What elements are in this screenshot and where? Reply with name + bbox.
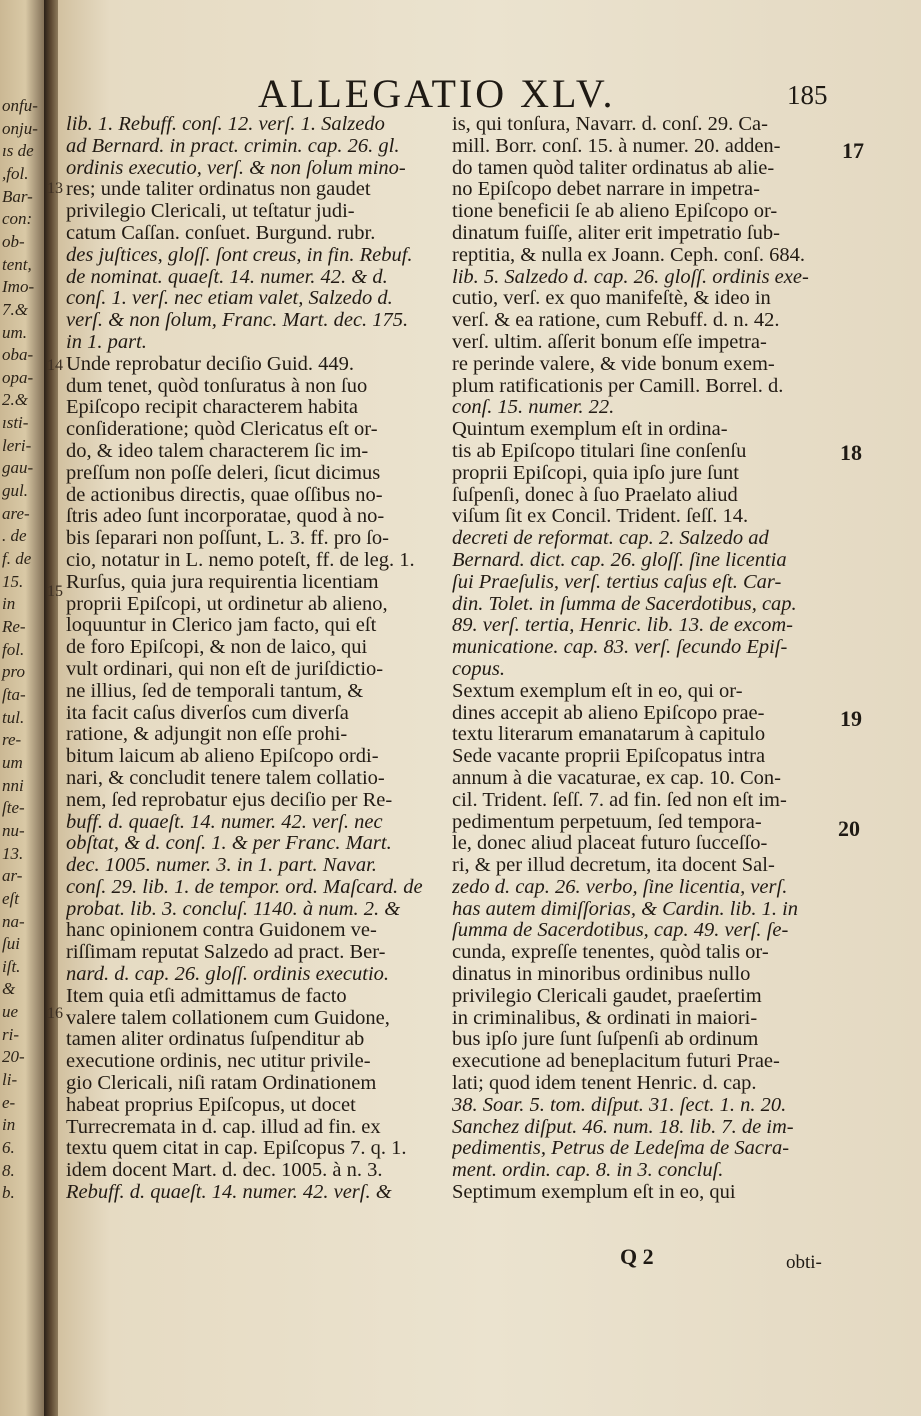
page-number: 185	[787, 80, 828, 110]
text-line: conſ. 15. numer. 22.	[452, 397, 615, 419]
text-line: lati; quod idem tenent Henric. d. cap.	[452, 1073, 757, 1095]
left-page-fragment: li-	[2, 1070, 18, 1090]
text-line: zedo d. cap. 26. verbo, ſine licentia, verſ.	[452, 876, 788, 898]
left-page-fragment: um	[2, 752, 23, 772]
text-line: de actionibus directis, quae oſſibus no-	[66, 484, 383, 506]
text-line: privilegio Clericali gaudet, praeſertim	[452, 985, 762, 1007]
catchword: obti-	[786, 1252, 822, 1273]
text-line: pedimentis, Petrus de Ledeſma de Sacra-	[452, 1138, 790, 1160]
left-page-fragment: fol.	[2, 639, 25, 659]
left-page-fragment: leri-	[2, 435, 32, 455]
text-line: cio, notatur in L. nemo poteſt, ff. de leg. 1.	[66, 549, 415, 571]
text-line: textu quem citat in cap. Epiſcopus 7. q. 1.	[66, 1138, 407, 1160]
text-line: gio Clericali, niſi ratam Ordinationem	[66, 1073, 377, 1095]
inner-margin-number: 14	[47, 357, 63, 374]
text-line: conſ. 29. lib. 1. de tempor. ord. Maſcard. de	[66, 876, 423, 898]
text-line: ita facit caſus diverſos cum diverſa	[66, 702, 349, 724]
left-page-fragment: are-	[2, 503, 30, 523]
left-page-fragment: re-	[2, 730, 22, 750]
text-line: decreti de reformat. cap. 2. Salzedo ad	[452, 528, 769, 550]
left-page-fragment: ſta-	[2, 684, 26, 704]
text-line: textu literarum emanatarum à capitulo	[452, 724, 766, 746]
text-line: proprii Epiſcopi, quia ipſo jure ſunt	[452, 462, 739, 484]
text-line: tis ab Epiſcopo titulari ſine conſenſu	[452, 440, 747, 462]
text-line: re perinde valere, & vide bonum exem-	[452, 353, 775, 375]
margin-number-17: 17	[842, 138, 864, 163]
text-line: ſumma de Sacerdotibus, cap. 49. verſ. ſe-	[452, 920, 789, 942]
text-line: no Epiſcopo debet narrare in impetra-	[452, 179, 760, 201]
left-page-fragment: 8.	[2, 1160, 15, 1180]
left-page-fragment: con:	[2, 209, 33, 229]
text-line: Sextum exemplum eſt in eo, qui or-	[452, 680, 743, 702]
inner-margin-number: 13	[47, 180, 63, 197]
text-line: ne illius, ſed de temporali tantum, &	[66, 680, 364, 702]
text-line: Bernard. dict. cap. 26. gloſſ. ſine licentia	[452, 549, 787, 571]
margin-number-20: 20	[838, 816, 860, 841]
text-line: ſtris adeo ſunt incorporatae, quod à no-	[66, 506, 385, 528]
left-page-fragment: 15.	[2, 571, 24, 591]
left-page-fragment: eſt	[2, 888, 19, 908]
left-page-fragment: na-	[2, 911, 25, 931]
text-line: proprii Epiſcopi, ut ordinetur ab alieno,	[66, 593, 388, 615]
text-line: pedimentum perpetuum, ſed tempora-	[452, 811, 762, 833]
text-line: des juſtices, gloſſ. ſont creus, in fin. Rebuf.	[66, 244, 413, 266]
text-line: Item quia etſi admittamus de facto	[66, 985, 347, 1007]
text-line: cunda, expreſſe tenentes, quòd talis or-	[452, 942, 769, 964]
text-line: loquuntur in Clerico jam facto, qui eſt	[66, 615, 377, 637]
text-line: de foro Epiſcopi, & non de laico, qui	[66, 637, 368, 659]
text-line: Quintum exemplum eſt in ordina-	[452, 419, 728, 441]
text-line: Epiſcopo recipit characterem habita	[66, 397, 358, 419]
left-page-fragment: b.	[2, 1183, 15, 1203]
text-line: Sede vacante proprii Epiſcopatus intra	[452, 746, 766, 768]
text-line: Rebuff. d. quaeſt. 14. numer. 42. verſ. &	[66, 1182, 392, 1204]
left-page-fragment: nu-	[2, 820, 25, 840]
running-header: ALLEGATIO XLV.	[258, 71, 616, 116]
text-line: viſum ſit ex Concil. Trident. ſeſſ. 14.	[452, 506, 749, 528]
text-line: 38. Soar. 5. tom. diſput. 31. ſect. 1. n. 20.	[452, 1094, 787, 1116]
text-line: preſſum non poſſe deleri, ſicut dicimus	[66, 462, 381, 484]
text-line: reptitia, & nulla ex Joann. Ceph. conſ. 684.	[452, 244, 805, 266]
text-line: dinatus in minoribus ordinibus nullo	[452, 964, 751, 986]
text-line: do tamen quòd taliter ordinatus ab alie-	[452, 157, 775, 179]
left-page-fragment: in	[2, 594, 16, 614]
left-page-fragment: Imo-	[2, 277, 35, 297]
left-page-fragment: tent,	[2, 254, 32, 274]
text-line: nari, & concludit tenere talem collatio-	[66, 767, 385, 789]
text-line: tione beneficii ſe ab alieno Epiſcopo or-	[452, 201, 778, 223]
text-line: Septimum exemplum eſt in eo, qui	[452, 1182, 736, 1204]
text-line: ordinis executio, verſ. & non ſolum mino-	[66, 157, 406, 179]
text-line: nem, ſed reprobatur ejus deciſio per Re-	[66, 789, 393, 811]
left-page-fragment: onju-	[2, 118, 38, 138]
text-line: riſſimam reputat Salzedo ad pract. Ber-	[66, 942, 386, 964]
text-line: cil. Trident. ſeſſ. 7. ad fin. ſed non eſt im-	[452, 789, 787, 811]
left-page-fragment: ,fol.	[2, 163, 29, 183]
text-line: res; unde taliter ordinatus non gaudet	[66, 179, 371, 201]
text-line: privilegio Clericali, ut teſtatur judi-	[66, 201, 355, 223]
left-page-fragment: nni	[2, 775, 24, 795]
margin-number-18: 18	[840, 440, 862, 465]
text-line: is, qui tonſura, Navarr. d. conſ. 29. Ca-	[452, 114, 768, 135]
text-line: ri, & per illud decretum, ita docent Sal-	[452, 855, 775, 877]
text-line: ratione, & adjungit non eſſe prohi-	[66, 724, 348, 746]
left-page-fragment: pro	[2, 662, 25, 682]
text-line: le, donec aliud placeat futuro ſucceſſo-	[452, 833, 768, 855]
left-page-fragment: tul.	[2, 707, 25, 727]
text-line: probat. lib. 3. concluſ. 1140. à num. 2. &	[66, 898, 401, 920]
text-line: verſ. & ea ratione, cum Rebuff. d. n. 42.	[452, 310, 780, 332]
text-line: Unde reprobatur deciſio Guid. 449.	[66, 353, 355, 375]
text-line: lib. 1. Rebuff. conſ. 12. verſ. 1. Salzedo	[66, 114, 385, 135]
text-line: valere talem collationem cum Guidone,	[66, 1007, 390, 1029]
left-page-fragment: opa-	[2, 367, 34, 387]
left-page-fragment: in	[2, 1115, 16, 1135]
text-line: bis ſeparari non poſſunt, L. 3. ff. pro ſo-	[66, 528, 390, 550]
left-page-fragment: 6.	[2, 1138, 15, 1158]
left-page-fragment: iſt.	[2, 956, 21, 976]
left-page-fragment: um.	[2, 322, 28, 342]
text-line: executione ordinis, nec utitur privile-	[66, 1051, 371, 1073]
text-line: annum à die vacaturae, ex cap. 10. Con-	[452, 767, 782, 789]
text-line: bitum laicum ab alieno Epiſcopo ordi-	[66, 746, 379, 768]
text-line: executione ad beneplacitum futuri Prae-	[452, 1051, 780, 1073]
text-line: has autem dimiſſorias, & Cardin. lib. 1. in	[452, 898, 799, 920]
left-page-fragment: gul.	[2, 481, 28, 501]
text-line: tamen aliter ordinatus ſuſpenditur ab	[66, 1029, 365, 1051]
left-page-text-fragments	[0, 0, 46, 1416]
text-line: do, & ideo talem characterem ſic im-	[66, 440, 369, 462]
text-line: buff. d. quaeſt. 14. numer. 42. verſ. nec	[66, 811, 383, 833]
text-line: dines accepit ab alieno Epiſcopo prae-	[452, 702, 765, 724]
left-page-fragment: 13.	[2, 843, 24, 863]
left-page-fragment: 20-	[2, 1047, 25, 1067]
text-line: ad Bernard. in pract. crimin. cap. 26. gl.	[66, 135, 400, 157]
left-page-fragment: ſui	[2, 934, 20, 954]
left-text-column	[66, 114, 436, 1204]
text-line: hanc opinionem contra Guidonem ve-	[66, 920, 377, 942]
text-line: nard. d. cap. 26. gloſſ. ordinis executio.	[66, 964, 390, 986]
left-page-fragment: ſte-	[2, 798, 25, 818]
signature-mark: Q 2	[620, 1244, 654, 1269]
text-line: ment. ordin. cap. 8. in 3. concluſ.	[452, 1160, 724, 1182]
text-line: in 1. part.	[66, 331, 147, 353]
text-line: verſ. & non ſolum, Franc. Mart. dec. 175.	[66, 310, 409, 332]
text-line: mill. Borr. conſ. 15. à numer. 20. adden-	[452, 135, 781, 157]
text-line: catum Caſſan. conſuet. Burgund. rubr.	[66, 222, 376, 244]
text-line: Turrecremata in d. cap. illud ad fin. ex	[66, 1116, 381, 1138]
text-line: cutio, verſ. ex quo manifeſtè, & ideo in	[452, 288, 771, 310]
left-page-fragment: f. de	[2, 549, 32, 569]
text-line: idem docent Mart. d. dec. 1005. à n. 3.	[66, 1160, 383, 1182]
left-page-fragment: onfu-	[2, 96, 38, 115]
text-line: bus ipſo jure ſunt ſuſpenſi ab ordinum	[452, 1029, 759, 1051]
inner-margin-number: 15	[47, 583, 63, 600]
margin-number-19: 19	[840, 706, 862, 731]
text-line: verſ. ultim. aſſerit bonum eſſe impetra-	[452, 331, 767, 353]
left-page-fragment: ue	[2, 1002, 19, 1022]
left-page-fragment: 7.&	[2, 299, 28, 319]
text-line: plum ratificationis per Camill. Borrel. d.	[452, 375, 784, 397]
text-line: ſuſpenſi, donec à ſuo Praelato aliud	[452, 484, 738, 506]
left-page-fragment: . de	[2, 526, 27, 546]
left-page-fragment: oba-	[2, 345, 34, 365]
left-page-fragment: gau-	[2, 458, 34, 478]
left-page-fragment: Re-	[2, 617, 26, 637]
text-line: Rurſus, quia jura requirentia licentiam	[66, 571, 379, 593]
left-page-fragment: &	[2, 979, 16, 999]
text-line: de nominat. quaeſt. 14. numer. 42. & d.	[66, 266, 388, 288]
left-page-fragment: e-	[2, 1092, 16, 1112]
inner-margin-number: 16	[47, 1005, 63, 1022]
text-line: municatione. cap. 83. verſ. ſecundo Epiſ-	[452, 637, 788, 659]
text-line: ſui Praeſulis, verſ. tertius caſus eſt. Car-	[452, 571, 782, 593]
text-line: copus.	[452, 658, 505, 680]
text-line: vult ordinari, qui non eſt de juriſdictio-	[66, 658, 384, 680]
text-line: Sanchez diſput. 46. num. 18. lib. 7. de im-	[452, 1116, 794, 1138]
left-page-fragment: ri-	[2, 1024, 19, 1044]
text-line: din. Tolet. in ſumma de Sacerdotibus, cap.	[452, 593, 797, 615]
left-page-fragment: ısti-	[2, 413, 29, 433]
text-line: 89. verſ. tertia, Henric. lib. 13. de excom-	[452, 615, 794, 637]
left-page-fragment: 2.&	[2, 390, 28, 410]
right-text-column	[452, 114, 830, 1204]
left-page-fragment: ob-	[2, 231, 25, 251]
text-line: conſ. 1. verſ. nec etiam valet, Salzedo d.	[66, 288, 393, 310]
text-line: conſideratione; quòd Clericatus eſt or-	[66, 419, 378, 441]
text-line: obſtat, & d. conſ. 1. & per Franc. Mart.	[66, 833, 392, 855]
text-line: lib. 5. Salzedo d. cap. 26. gloſſ. ordinis exe-	[452, 266, 809, 288]
left-page-fragment: ıs de	[2, 141, 34, 161]
left-page-fragment: ar-	[2, 866, 23, 886]
text-line: dinatum fuiſſe, aliter erit impetratio ſub-	[452, 222, 780, 244]
left-page-fragment: Bar-	[2, 186, 33, 206]
text-line: habeat proprius Epiſcopus, ut docet	[66, 1094, 356, 1116]
text-line: dum tenet, quòd tonſuratus à non ſuo	[66, 375, 368, 397]
text-line: in criminalibus, & ordinati in maiori-	[452, 1007, 758, 1029]
text-line: dec. 1005. numer. 3. in 1. part. Navar.	[66, 855, 377, 877]
